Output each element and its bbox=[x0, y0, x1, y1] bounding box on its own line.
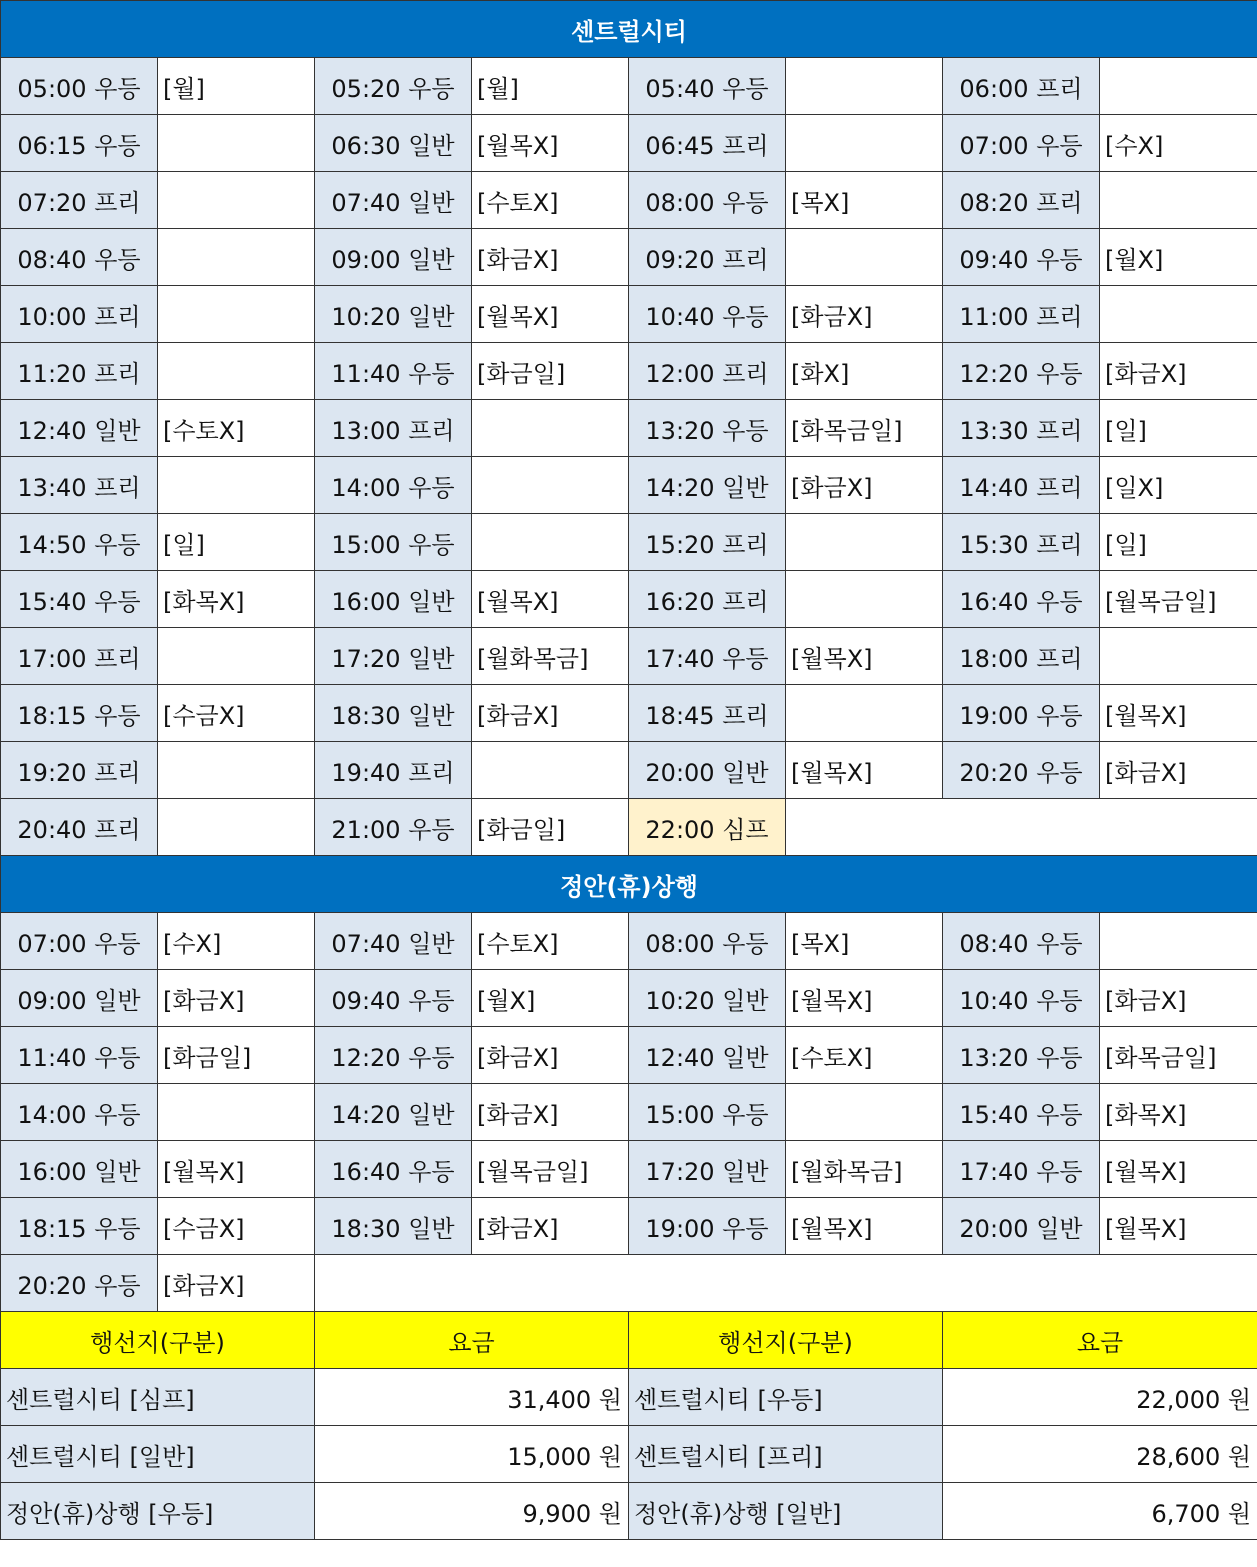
operating-days-note: [월화목금] bbox=[472, 628, 629, 685]
departure-time: 06:00 프리 bbox=[943, 58, 1100, 115]
schedule-row bbox=[1, 400, 1257, 457]
fare-column-header: 요금 bbox=[315, 1312, 629, 1369]
schedule-row bbox=[1, 970, 1257, 1027]
departure-time: 05:00 우등 bbox=[1, 58, 158, 115]
departure-time: 17:40 우등 bbox=[943, 1141, 1100, 1198]
fare-amount: 28,600 원 bbox=[943, 1426, 1257, 1483]
schedule-row bbox=[1, 58, 1257, 115]
departure-time: 21:00 우등 bbox=[315, 799, 472, 856]
departure-time: 12:40 일반 bbox=[629, 1027, 786, 1084]
operating-days-note: [월목X] bbox=[472, 286, 629, 343]
operating-days-note: [월목X] bbox=[158, 1141, 315, 1198]
fare-destination: 센트럴시티 [프리] bbox=[629, 1426, 943, 1483]
operating-days-note: [월목X] bbox=[1100, 1141, 1257, 1198]
departure-time: 18:30 일반 bbox=[315, 685, 472, 742]
operating-days-note: [수토X] bbox=[472, 913, 629, 970]
operating-days-note: [화금X] bbox=[786, 286, 943, 343]
operating-days-note bbox=[786, 229, 943, 286]
operating-days-note: [월X] bbox=[1100, 229, 1257, 286]
departure-time: 11:40 우등 bbox=[315, 343, 472, 400]
operating-days-note: [화금X] bbox=[472, 229, 629, 286]
schedule-row bbox=[1, 1255, 1257, 1312]
operating-days-note bbox=[786, 571, 943, 628]
schedule-row bbox=[1, 685, 1257, 742]
schedule-row bbox=[1, 286, 1257, 343]
operating-days-note: [목X] bbox=[786, 913, 943, 970]
fare-destination: 정안(휴)상행 [우등] bbox=[1, 1483, 315, 1540]
operating-days-note: [수토X] bbox=[158, 400, 315, 457]
operating-days-note: [화목X] bbox=[158, 571, 315, 628]
schedule-row bbox=[1, 742, 1257, 799]
operating-days-note bbox=[786, 115, 943, 172]
departure-time: 09:20 프리 bbox=[629, 229, 786, 286]
departure-time: 08:40 우등 bbox=[943, 913, 1100, 970]
departure-time: 08:20 프리 bbox=[943, 172, 1100, 229]
schedule-row bbox=[1, 115, 1257, 172]
departure-time: 15:00 우등 bbox=[315, 514, 472, 571]
empty-cell bbox=[786, 799, 1257, 856]
section-header-row bbox=[1, 1, 1257, 58]
operating-days-note: [수금X] bbox=[158, 1198, 315, 1255]
operating-days-note: [월] bbox=[472, 58, 629, 115]
operating-days-note bbox=[158, 343, 315, 400]
departure-time: 08:00 우등 bbox=[629, 913, 786, 970]
departure-time: 14:40 프리 bbox=[943, 457, 1100, 514]
operating-days-note: [화금X] bbox=[158, 970, 315, 1027]
departure-time: 12:40 일반 bbox=[1, 400, 158, 457]
schedule-row bbox=[1, 229, 1257, 286]
departure-time: 17:40 우등 bbox=[629, 628, 786, 685]
operating-days-note bbox=[1100, 58, 1257, 115]
schedule-row bbox=[1, 172, 1257, 229]
operating-days-note: [수토X] bbox=[786, 1027, 943, 1084]
departure-time: 13:00 프리 bbox=[315, 400, 472, 457]
departure-time: 11:00 프리 bbox=[943, 286, 1100, 343]
fare-destination: 정안(휴)상행 [일반] bbox=[629, 1483, 943, 1540]
operating-days-note: [화목금일] bbox=[786, 400, 943, 457]
operating-days-note bbox=[472, 400, 629, 457]
departure-time: 18:15 우등 bbox=[1, 685, 158, 742]
departure-time: 13:40 프리 bbox=[1, 457, 158, 514]
operating-days-note bbox=[158, 628, 315, 685]
departure-time: 15:40 우등 bbox=[1, 571, 158, 628]
timetable-body bbox=[1, 1, 1257, 1540]
departure-time: 11:40 우등 bbox=[1, 1027, 158, 1084]
departure-time: 07:40 일반 bbox=[315, 913, 472, 970]
operating-days-note bbox=[158, 115, 315, 172]
operating-days-note: [월목X] bbox=[1100, 1198, 1257, 1255]
operating-days-note: [화금X] bbox=[1100, 343, 1257, 400]
departure-time: 19:00 우등 bbox=[943, 685, 1100, 742]
operating-days-note: [월목X] bbox=[786, 970, 943, 1027]
fare-amount: 6,700 원 bbox=[943, 1483, 1257, 1540]
operating-days-note bbox=[472, 457, 629, 514]
departure-time: 16:40 우등 bbox=[943, 571, 1100, 628]
departure-time: 18:15 우등 bbox=[1, 1198, 158, 1255]
operating-days-note: [일] bbox=[158, 514, 315, 571]
departure-time: 18:00 프리 bbox=[943, 628, 1100, 685]
departure-time: 06:15 우등 bbox=[1, 115, 158, 172]
departure-time: 16:00 일반 bbox=[1, 1141, 158, 1198]
fare-amount: 15,000 원 bbox=[315, 1426, 629, 1483]
schedule-row bbox=[1, 913, 1257, 970]
operating-days-note bbox=[786, 514, 943, 571]
departure-time: 20:20 우등 bbox=[1, 1255, 158, 1312]
departure-time: 09:00 일반 bbox=[1, 970, 158, 1027]
operating-days-note bbox=[786, 1084, 943, 1141]
departure-time: 10:20 일반 bbox=[629, 970, 786, 1027]
departure-time: 14:20 일반 bbox=[315, 1084, 472, 1141]
operating-days-note bbox=[158, 742, 315, 799]
operating-days-note bbox=[786, 685, 943, 742]
operating-days-note: [수X] bbox=[1100, 115, 1257, 172]
operating-days-note: [화목금일] bbox=[1100, 1027, 1257, 1084]
departure-time: 15:00 우등 bbox=[629, 1084, 786, 1141]
operating-days-note: [수X] bbox=[158, 913, 315, 970]
departure-time: 19:40 프리 bbox=[315, 742, 472, 799]
operating-days-note: [월목X] bbox=[1100, 685, 1257, 742]
operating-days-note bbox=[472, 514, 629, 571]
operating-days-note: [화금X] bbox=[472, 1084, 629, 1141]
schedule-row bbox=[1, 799, 1257, 856]
fare-header-row bbox=[1, 1312, 1257, 1369]
section-title: 정안(휴)상행 bbox=[1, 856, 1257, 913]
operating-days-note bbox=[1100, 172, 1257, 229]
operating-days-note: [월목X] bbox=[786, 742, 943, 799]
fare-row bbox=[1, 1369, 1257, 1426]
departure-time: 14:00 우등 bbox=[315, 457, 472, 514]
operating-days-note: [화금X] bbox=[1100, 742, 1257, 799]
departure-time: 10:20 일반 bbox=[315, 286, 472, 343]
operating-days-note bbox=[1100, 286, 1257, 343]
operating-days-note bbox=[158, 1084, 315, 1141]
operating-days-note bbox=[158, 799, 315, 856]
operating-days-note: [화목X] bbox=[1100, 1084, 1257, 1141]
departure-time: 09:40 우등 bbox=[315, 970, 472, 1027]
operating-days-note: [월목X] bbox=[786, 1198, 943, 1255]
departure-time: 09:40 우등 bbox=[943, 229, 1100, 286]
departure-time: 18:30 일반 bbox=[315, 1198, 472, 1255]
departure-time: 17:20 일반 bbox=[315, 628, 472, 685]
fare-row bbox=[1, 1483, 1257, 1540]
departure-time: 07:20 프리 bbox=[1, 172, 158, 229]
operating-days-note bbox=[1100, 628, 1257, 685]
operating-days-note: [화금X] bbox=[472, 685, 629, 742]
operating-days-note bbox=[158, 172, 315, 229]
fare-destination: 센트럴시티 [우등] bbox=[629, 1369, 943, 1426]
departure-time: 15:20 프리 bbox=[629, 514, 786, 571]
departure-time: 20:40 프리 bbox=[1, 799, 158, 856]
schedule-row bbox=[1, 571, 1257, 628]
operating-days-note: [월] bbox=[158, 58, 315, 115]
departure-time: 11:20 프리 bbox=[1, 343, 158, 400]
departure-time: 17:20 일반 bbox=[629, 1141, 786, 1198]
operating-days-note: [수금X] bbox=[158, 685, 315, 742]
departure-time: 16:20 프리 bbox=[629, 571, 786, 628]
operating-days-note: [월목금일] bbox=[1100, 571, 1257, 628]
departure-time: 22:00 심프 bbox=[629, 799, 786, 856]
operating-days-note: [화금X] bbox=[1100, 970, 1257, 1027]
operating-days-note: [화금X] bbox=[786, 457, 943, 514]
operating-days-note: [월목X] bbox=[786, 628, 943, 685]
departure-time: 06:45 프리 bbox=[629, 115, 786, 172]
departure-time: 20:00 일반 bbox=[629, 742, 786, 799]
departure-time: 10:00 프리 bbox=[1, 286, 158, 343]
schedule-row bbox=[1, 514, 1257, 571]
fare-amount: 22,000 원 bbox=[943, 1369, 1257, 1426]
departure-time: 05:40 우등 bbox=[629, 58, 786, 115]
departure-time: 10:40 우등 bbox=[629, 286, 786, 343]
section-title: 센트럴시티 bbox=[1, 1, 1257, 58]
departure-time: 08:00 우등 bbox=[629, 172, 786, 229]
departure-time: 09:00 일반 bbox=[315, 229, 472, 286]
section-header-row bbox=[1, 856, 1257, 913]
departure-time: 12:20 우등 bbox=[315, 1027, 472, 1084]
departure-time: 06:30 일반 bbox=[315, 115, 472, 172]
departure-time: 10:40 우등 bbox=[943, 970, 1100, 1027]
departure-time: 15:40 우등 bbox=[943, 1084, 1100, 1141]
departure-time: 13:20 우등 bbox=[629, 400, 786, 457]
departure-time: 15:30 프리 bbox=[943, 514, 1100, 571]
operating-days-note: [목X] bbox=[786, 172, 943, 229]
schedule-row bbox=[1, 1027, 1257, 1084]
operating-days-note: [월X] bbox=[472, 970, 629, 1027]
operating-days-note: [일X] bbox=[1100, 457, 1257, 514]
operating-days-note: [화금X] bbox=[158, 1255, 315, 1312]
departure-time: 05:20 우등 bbox=[315, 58, 472, 115]
operating-days-note bbox=[158, 286, 315, 343]
departure-time: 13:20 우등 bbox=[943, 1027, 1100, 1084]
departure-time: 14:50 우등 bbox=[1, 514, 158, 571]
operating-days-note: [화금X] bbox=[472, 1027, 629, 1084]
departure-time: 07:00 우등 bbox=[1, 913, 158, 970]
fare-destination: 센트럴시티 [일반] bbox=[1, 1426, 315, 1483]
departure-time: 07:00 우등 bbox=[943, 115, 1100, 172]
departure-time: 16:40 우등 bbox=[315, 1141, 472, 1198]
schedule-row bbox=[1, 457, 1257, 514]
departure-time: 08:40 우등 bbox=[1, 229, 158, 286]
operating-days-note: [월목금일] bbox=[472, 1141, 629, 1198]
schedule-row bbox=[1, 1084, 1257, 1141]
fare-destination: 센트럴시티 [심프] bbox=[1, 1369, 315, 1426]
operating-days-note bbox=[1100, 913, 1257, 970]
operating-days-note: [월목X] bbox=[472, 115, 629, 172]
departure-time: 14:20 일반 bbox=[629, 457, 786, 514]
schedule-row bbox=[1, 343, 1257, 400]
departure-time: 12:20 우등 bbox=[943, 343, 1100, 400]
departure-time: 13:30 프리 bbox=[943, 400, 1100, 457]
departure-time: 07:40 일반 bbox=[315, 172, 472, 229]
schedule-row bbox=[1, 1141, 1257, 1198]
operating-days-note: [화금X] bbox=[472, 1198, 629, 1255]
operating-days-note bbox=[158, 229, 315, 286]
departure-time: 14:00 우등 bbox=[1, 1084, 158, 1141]
departure-time: 20:20 우등 bbox=[943, 742, 1100, 799]
operating-days-note: [일] bbox=[1100, 400, 1257, 457]
operating-days-note: [화금일] bbox=[158, 1027, 315, 1084]
departure-time: 18:45 프리 bbox=[629, 685, 786, 742]
fare-row bbox=[1, 1426, 1257, 1483]
operating-days-note bbox=[158, 457, 315, 514]
departure-time: 19:20 프리 bbox=[1, 742, 158, 799]
fare-amount: 31,400 원 bbox=[315, 1369, 629, 1426]
fare-amount: 9,900 원 bbox=[315, 1483, 629, 1540]
operating-days-note: [일] bbox=[1100, 514, 1257, 571]
departure-time: 17:00 프리 bbox=[1, 628, 158, 685]
operating-days-note: [월화목금] bbox=[786, 1141, 943, 1198]
departure-time: 20:00 일반 bbox=[943, 1198, 1100, 1255]
departure-time: 12:00 프리 bbox=[629, 343, 786, 400]
fare-column-header: 요금 bbox=[943, 1312, 1257, 1369]
empty-cell bbox=[315, 1255, 1257, 1312]
operating-days-note: [수토X] bbox=[472, 172, 629, 229]
operating-days-note: [화금일] bbox=[472, 799, 629, 856]
fare-column-header: 행선지(구분) bbox=[629, 1312, 943, 1369]
operating-days-note: [월목X] bbox=[472, 571, 629, 628]
fare-column-header: 행선지(구분) bbox=[1, 1312, 315, 1369]
operating-days-note: [화금일] bbox=[472, 343, 629, 400]
schedule-row bbox=[1, 628, 1257, 685]
departure-time: 19:00 우등 bbox=[629, 1198, 786, 1255]
departure-time: 16:00 일반 bbox=[315, 571, 472, 628]
operating-days-note bbox=[786, 58, 943, 115]
operating-days-note: [화X] bbox=[786, 343, 943, 400]
operating-days-note bbox=[472, 742, 629, 799]
schedule-row bbox=[1, 1198, 1257, 1255]
